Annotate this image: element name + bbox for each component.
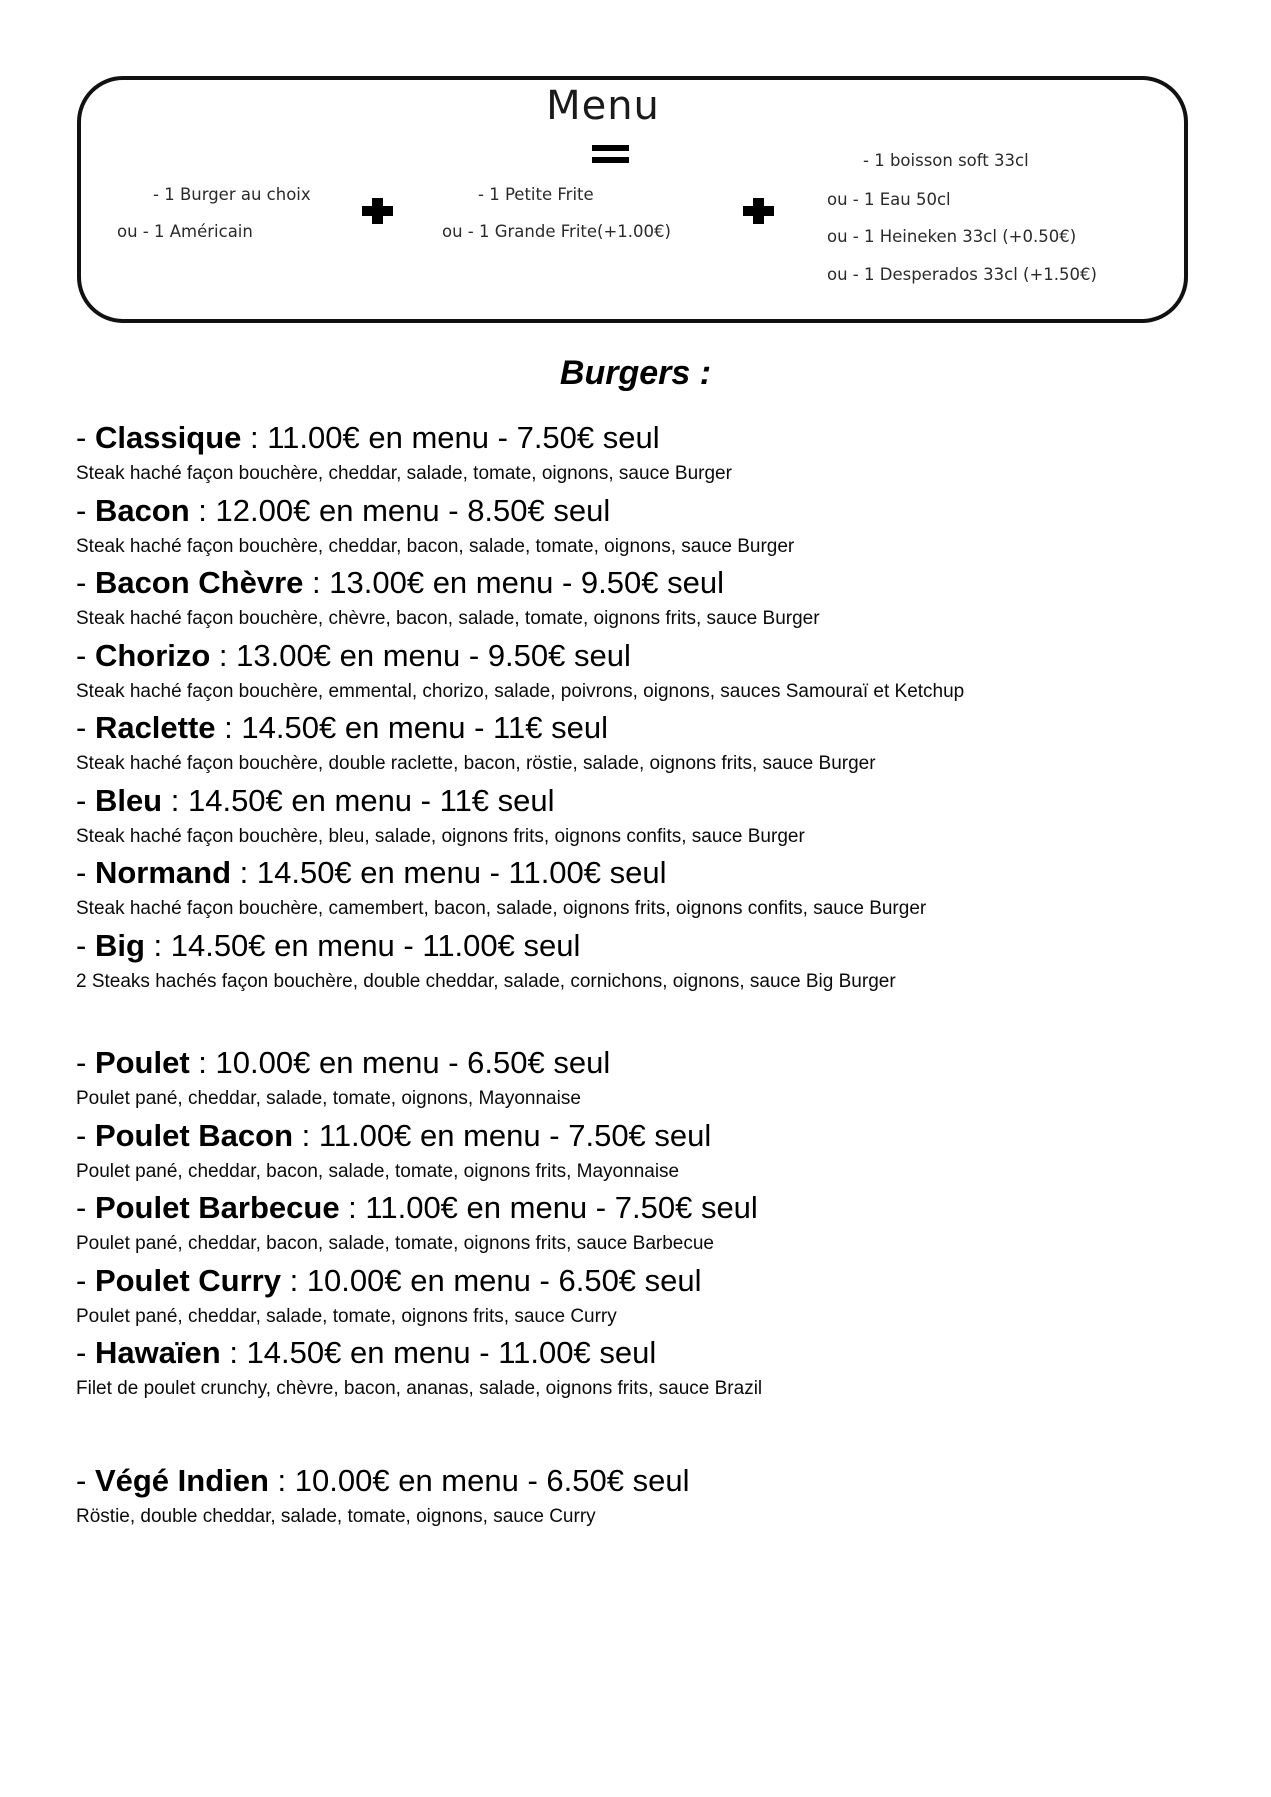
single-price: 9.50€ bbox=[580, 565, 659, 600]
burger-item bbox=[76, 708, 1271, 781]
burger-title bbox=[76, 1261, 1271, 1301]
burger-name: Bacon Chèvre bbox=[94, 565, 304, 600]
burger-name: Hawaïen bbox=[94, 1335, 221, 1370]
single-price-label: seul bbox=[645, 1117, 712, 1153]
price-separator: - bbox=[530, 1262, 559, 1298]
burger-title bbox=[76, 418, 1271, 458]
burger-separator: : bbox=[231, 855, 257, 890]
single-price: 6.50€ bbox=[467, 1045, 545, 1080]
menu-price: 14.50€ bbox=[256, 855, 352, 890]
burger-separator: : bbox=[162, 782, 188, 818]
burger-option-alt: ou - 1 Américain bbox=[117, 222, 253, 241]
burger-item bbox=[76, 563, 1271, 636]
burger-item bbox=[76, 418, 1271, 491]
burger-title bbox=[76, 781, 1271, 821]
burger-separator: : bbox=[268, 1462, 295, 1498]
burger-description: Steak haché façon bouchère, emmental, chorizo, salade, poivrons, oignons, sauces Samouraï et Ketchup bbox=[76, 680, 965, 702]
burger-name: Poulet Curry bbox=[94, 1262, 281, 1298]
burger-dash: - bbox=[76, 1462, 95, 1498]
menu-price-label: en menu bbox=[457, 1190, 588, 1225]
single-price: 7.50€ bbox=[614, 1190, 693, 1225]
burger-item bbox=[76, 1261, 1271, 1334]
burger-name: Normand bbox=[94, 855, 232, 890]
single-price: 11€ bbox=[493, 710, 543, 745]
menu-price-label: en menu bbox=[359, 420, 490, 455]
burger-dash: - bbox=[76, 782, 95, 818]
burger-description: Poulet pané, cheddar, salade, tomate, oignons frits, sauce Curry bbox=[76, 1305, 617, 1327]
single-price: 7.50€ bbox=[516, 420, 595, 455]
burger-name: Végé Indien bbox=[94, 1462, 269, 1498]
single-price-label: seul bbox=[624, 1462, 690, 1498]
burger-item bbox=[76, 1116, 1271, 1189]
drink-option: ou - 1 Eau 50cl bbox=[827, 190, 951, 209]
menu-price-label: en menu bbox=[351, 855, 481, 890]
single-price-label: seul bbox=[658, 565, 724, 600]
burgers-section bbox=[0, 353, 1271, 1533]
burger-separator: : bbox=[220, 1335, 247, 1370]
price-separator: - bbox=[460, 637, 488, 673]
burger-dash: - bbox=[76, 420, 95, 455]
burger-name: Poulet bbox=[94, 1045, 190, 1080]
menu-price-label: en menu bbox=[401, 1262, 531, 1298]
burger-title bbox=[76, 1461, 1271, 1501]
burger-separator: : bbox=[189, 492, 216, 528]
price-separator: - bbox=[553, 565, 581, 600]
menu-price: 14.50€ bbox=[170, 927, 266, 963]
burger-description: Poulet pané, cheddar, salade, tomate, oignons, Mayonnaise bbox=[76, 1088, 581, 1109]
burger-item bbox=[76, 853, 1271, 926]
burger-item bbox=[76, 636, 1271, 709]
burger-separator: : bbox=[189, 1045, 216, 1080]
burger-description: Steak haché façon bouchère, chèvre, bacon, salade, tomate, oignons frits, sauce Burger bbox=[76, 608, 820, 629]
burger-dash: - bbox=[76, 492, 95, 528]
price-separator: - bbox=[518, 1462, 547, 1498]
menu-price-label: en menu bbox=[282, 782, 413, 818]
menu-price: 10.00€ bbox=[215, 1045, 311, 1080]
burger-title bbox=[76, 563, 1271, 603]
menu-price-label: en menu bbox=[336, 710, 466, 745]
burger-separator: : bbox=[293, 1117, 319, 1153]
plus-bar-vertical bbox=[372, 198, 383, 224]
plus-icon bbox=[743, 198, 774, 224]
burger-name: Raclette bbox=[94, 710, 216, 745]
burger-title bbox=[76, 1043, 1271, 1083]
menu-price-label: en menu bbox=[411, 1117, 541, 1153]
burger-description: Steak haché façon bouchère, cheddar, bacon, salade, tomate, oignons, sauce Burger bbox=[76, 535, 795, 557]
equals-bar-bottom bbox=[592, 157, 629, 163]
single-price-label: seul bbox=[542, 710, 608, 745]
single-price: 7.50€ bbox=[568, 1117, 646, 1153]
burger-description: Steak haché façon bouchère, cheddar, salade, tomate, oignons, sauce Burger bbox=[76, 463, 732, 484]
menu-price-label: en menu bbox=[389, 1462, 519, 1498]
burger-description: Poulet pané, cheddar, bacon, salade, tomate, oignons frits, Mayonnaise bbox=[76, 1160, 680, 1182]
price-separator: - bbox=[587, 1190, 615, 1225]
burger-title bbox=[76, 708, 1271, 748]
fries-option-alt: ou - 1 Grande Frite(+1.00€) bbox=[442, 222, 671, 241]
burger-item bbox=[76, 781, 1271, 854]
burger-description: Röstie, double cheddar, salade, tomate, oignons, sauce Curry bbox=[76, 1505, 596, 1527]
burger-dash: - bbox=[76, 565, 95, 600]
burger-description: Steak haché façon bouchère, camembert, bacon, salade, oignons frits, oignons confits, sauce Burger bbox=[76, 898, 927, 919]
burger-name: Poulet Bacon bbox=[94, 1117, 294, 1153]
burger-dash: - bbox=[76, 927, 95, 963]
burger-dash: - bbox=[76, 1190, 95, 1225]
burger-separator: : bbox=[339, 1190, 366, 1225]
menu-price: 13.00€ bbox=[329, 565, 425, 600]
burger-separator: : bbox=[210, 637, 237, 673]
burger-groups bbox=[0, 418, 1271, 1533]
burger-title bbox=[76, 636, 1271, 676]
burger-dash: - bbox=[76, 710, 95, 745]
menu-price-label: en menu bbox=[424, 565, 554, 600]
single-price-label: seul bbox=[544, 1045, 611, 1080]
menu-price: 10.00€ bbox=[306, 1262, 402, 1298]
burger-dash: - bbox=[76, 855, 95, 890]
burger-item bbox=[76, 1461, 1271, 1534]
burger-dash: - bbox=[76, 1045, 95, 1080]
burger-group bbox=[76, 1461, 1271, 1534]
fries-option: - 1 Petite Frite bbox=[478, 185, 594, 204]
single-price: 8.50€ bbox=[467, 492, 545, 528]
burger-name: Classique bbox=[94, 420, 242, 455]
burger-title bbox=[76, 853, 1271, 893]
price-separator: - bbox=[465, 710, 494, 745]
burger-name: Chorizo bbox=[94, 637, 211, 673]
single-price-label: seul bbox=[636, 1262, 702, 1298]
drink-option: ou - 1 Desperados 33cl (+1.50€) bbox=[827, 265, 1097, 284]
single-price-label: seul bbox=[489, 782, 555, 818]
price-separator: - bbox=[489, 420, 517, 455]
burger-item bbox=[76, 491, 1271, 564]
burger-separator: : bbox=[303, 565, 330, 600]
single-price: 11.00€ bbox=[508, 855, 602, 890]
burger-separator: : bbox=[241, 420, 268, 455]
plus-icon bbox=[362, 198, 393, 224]
single-price-label: seul bbox=[565, 637, 631, 673]
menu-price: 11.00€ bbox=[318, 1117, 412, 1153]
burger-group bbox=[76, 418, 1271, 998]
section-title: Burgers : bbox=[559, 354, 712, 392]
price-separator: - bbox=[470, 1335, 499, 1370]
single-price: 11.00€ bbox=[422, 927, 515, 963]
single-price: 11.00€ bbox=[498, 1335, 591, 1370]
menu-price: 14.50€ bbox=[187, 782, 283, 818]
menu-price-label: en menu bbox=[265, 927, 395, 963]
burger-item bbox=[76, 926, 1271, 999]
plus-bar-vertical bbox=[753, 198, 764, 224]
price-separator: - bbox=[394, 927, 423, 963]
burger-separator: : bbox=[215, 710, 242, 745]
price-separator: - bbox=[412, 782, 440, 818]
menu-price: 14.50€ bbox=[241, 710, 337, 745]
menu-price: 12.00€ bbox=[215, 492, 311, 528]
burger-description: 2 Steaks hachés façon bouchère, double cheddar, salade, cornichons, oignons, sauce Big Burger bbox=[76, 970, 896, 992]
single-price: 6.50€ bbox=[558, 1262, 637, 1298]
single-price-label: seul bbox=[601, 855, 667, 890]
drink-option: ou - 1 Heineken 33cl (+0.50€) bbox=[827, 227, 1077, 246]
menu-price: 10.00€ bbox=[294, 1462, 390, 1498]
single-price-label: seul bbox=[692, 1190, 758, 1225]
menu-price-label: en menu bbox=[330, 637, 461, 673]
menu-price: 13.00€ bbox=[236, 637, 331, 673]
single-price-label: seul bbox=[594, 420, 660, 455]
menu-price-label: en menu bbox=[310, 1045, 440, 1080]
burger-description: Filet de poulet crunchy, chèvre, bacon, ananas, salade, oignons frits, sauce Brazil bbox=[76, 1378, 763, 1399]
burger-separator: : bbox=[280, 1262, 307, 1298]
burger-title bbox=[76, 491, 1271, 531]
single-price: 9.50€ bbox=[487, 637, 566, 673]
burger-item bbox=[76, 1043, 1271, 1116]
menu-price: 14.50€ bbox=[246, 1335, 342, 1370]
burger-name: Bleu bbox=[94, 782, 163, 818]
price-separator: - bbox=[540, 1117, 569, 1153]
burger-description: Steak haché façon bouchère, bleu, salade, oignons frits, oignons confits, sauce Burger bbox=[76, 825, 805, 847]
price-separator: - bbox=[480, 855, 509, 890]
burger-dash: - bbox=[76, 1262, 95, 1298]
burger-title bbox=[76, 1116, 1271, 1156]
burger-name: Big bbox=[94, 927, 145, 963]
price-separator: - bbox=[439, 1045, 468, 1080]
burger-title bbox=[76, 1333, 1271, 1373]
burger-name: Poulet Barbecue bbox=[94, 1190, 340, 1225]
burger-title bbox=[76, 926, 1271, 966]
menu-price-label: en menu bbox=[310, 492, 440, 528]
burger-description: Steak haché façon bouchère, double raclette, bacon, röstie, salade, oignons frits, sauce Burger bbox=[76, 753, 876, 774]
equals-bar-top bbox=[592, 145, 629, 151]
price-separator: - bbox=[439, 492, 468, 528]
single-price: 6.50€ bbox=[546, 1462, 624, 1498]
single-price-label: seul bbox=[590, 1335, 657, 1370]
single-price-label: seul bbox=[514, 927, 581, 963]
burger-item bbox=[76, 1188, 1271, 1261]
equals-icon bbox=[592, 145, 629, 163]
burger-title bbox=[76, 1188, 1271, 1228]
menu-price-label: en menu bbox=[341, 1335, 471, 1370]
burger-name: Bacon bbox=[94, 492, 190, 528]
drink-option: - 1 boisson soft 33cl bbox=[863, 151, 1029, 170]
burger-item bbox=[76, 1333, 1271, 1406]
single-price-label: seul bbox=[544, 492, 611, 528]
burger-description: Poulet pané, cheddar, bacon, salade, tomate, oignons frits, sauce Barbecue bbox=[76, 1233, 714, 1254]
burger-option: - 1 Burger au choix bbox=[153, 185, 311, 204]
single-price: 11€ bbox=[439, 782, 490, 818]
burger-dash: - bbox=[76, 1335, 95, 1370]
menu-price: 11.00€ bbox=[267, 420, 360, 455]
menu-formula bbox=[0, 0, 1271, 340]
burger-group bbox=[76, 1043, 1271, 1406]
burger-dash: - bbox=[76, 637, 95, 673]
burger-separator: : bbox=[144, 927, 171, 963]
menu-price: 11.00€ bbox=[365, 1190, 458, 1225]
menu-formula-title: Menu bbox=[546, 83, 660, 129]
burger-dash: - bbox=[76, 1117, 95, 1153]
